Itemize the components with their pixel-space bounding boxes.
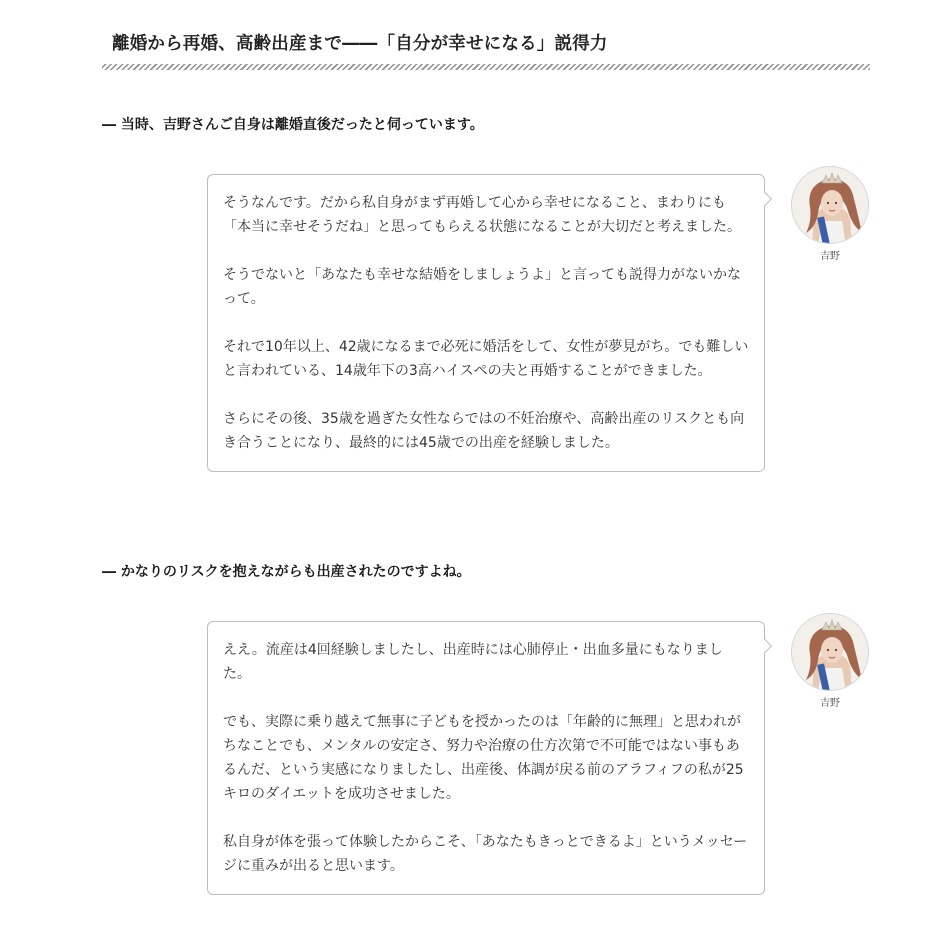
answer-paragraph: 私自身が体を張って体験したからこそ、「あなたもきっとできるよ」というメッセージに重みが出ると思います。 (223, 834, 748, 874)
speaker-name: 吉野 (820, 251, 840, 262)
interview-question: ― かなりのリスクを抱えながらも出産されたのですよね。 (102, 564, 471, 580)
heading-divider (102, 64, 870, 70)
avatar (791, 166, 869, 244)
answer-paragraph: それで10年以上、42歳になるまで必死に婚活をして、女性が夢見がち。でも難しいと言われている、14歳年下の3高ハイスペの夫と再婚することができました。 (223, 339, 749, 379)
answer-paragraph: さらにその後、35歳を過ぎた女性ならではの不妊治療や、高齢出産のリスクとも向き合うことになり、最終的には45歳での出産を経験しました。 (223, 411, 745, 451)
avatar-portrait-image (792, 614, 869, 691)
answer-bubble (207, 621, 765, 895)
answer-paragraph: ええ。流産は4回経験しましたし、出産時には心肺停止・出血多量にもなりました。 (223, 642, 723, 682)
speaker-block (790, 166, 870, 262)
answer-bubble (207, 174, 765, 472)
section-heading: 離婚から再婚、高齢出産まで――「自分が幸せになる」説得力 (112, 34, 608, 54)
speaker-block (790, 613, 870, 709)
speaker-name: 吉野 (820, 698, 840, 709)
answer-paragraph: そうでないと「あなたも幸せな結婚をしましょうよ」と言っても説得力がないかなって。 (223, 267, 741, 307)
avatar-portrait-image (792, 167, 869, 244)
interview-question: ― 当時、吉野さんご自身は離婚直後だったと伺っています。 (102, 117, 484, 133)
answer-paragraph: でも、実際に乗り越えて無事に子どもを授かったのは「年齢的に無理」と思われがちなことでも、メンタルの安定さ、努力や治療の仕方次第で不可能ではない事もあるんだ、という実感になりましたし、出産後、体調が戻る前のアラフィフの私が25キロのダイエットを成功させました。 (223, 714, 744, 802)
answer-paragraph: そうなんです。だから私自身がまず再婚して心から幸せになること、まわりにも「本当に幸せそうだね」と思ってもらえる状態になることが大切だと考えました。 (223, 195, 741, 235)
avatar (791, 613, 869, 691)
